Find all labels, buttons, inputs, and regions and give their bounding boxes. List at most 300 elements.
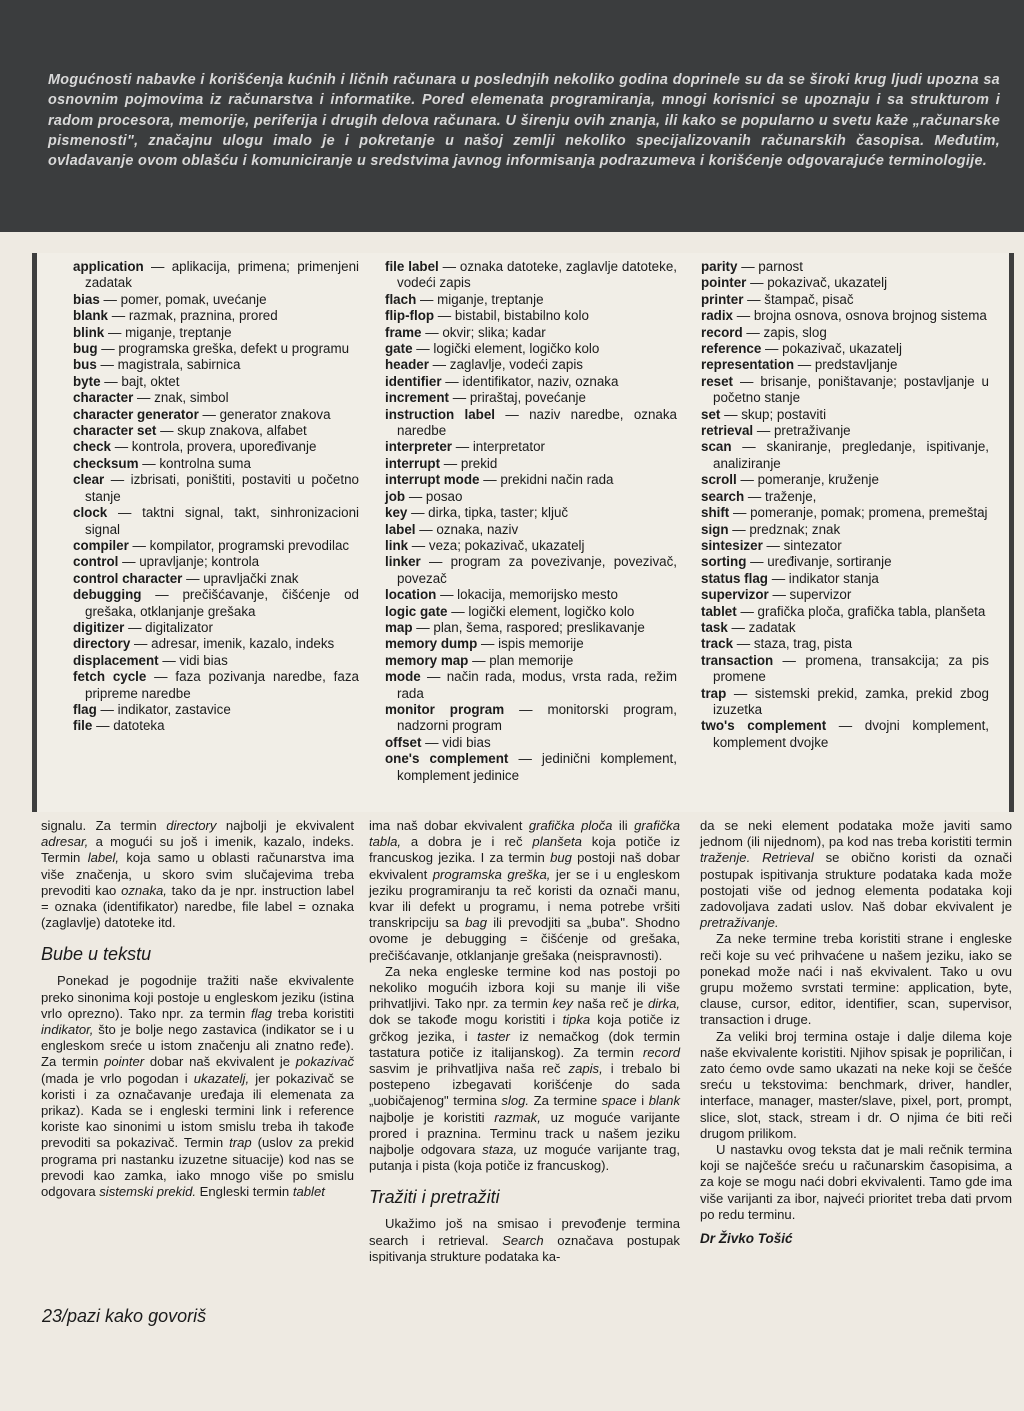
- glossary-term: radix: [701, 308, 734, 324]
- glossary-entry: [385, 259, 677, 292]
- glossary-term: sintesizer: [701, 537, 763, 553]
- glossary-entry: [73, 308, 359, 324]
- glossary-definition: — razmak, praznina, prored: [107, 308, 278, 324]
- glossary-entry: [385, 587, 677, 603]
- glossary-entry: [701, 275, 989, 291]
- glossary-term: trap: [701, 685, 727, 701]
- glossary-term: job: [385, 488, 406, 504]
- glossary-term: set: [701, 406, 721, 422]
- italic-term: bag: [465, 915, 487, 931]
- glossary-definition: — dirka, tipka, taster; ključ: [407, 505, 569, 521]
- glossary-entry: [385, 653, 677, 669]
- glossary-term: status flag: [701, 570, 768, 586]
- glossary-entry: [701, 423, 989, 439]
- glossary-term: control: [73, 554, 119, 570]
- glossary-entry: [385, 604, 677, 620]
- glossary-definition: — indikator, zastavice: [96, 701, 231, 717]
- italic-term: traženje.: [700, 850, 751, 866]
- glossary-definition: — izbrisati, poništiti, postaviti u početno stanje: [85, 472, 359, 504]
- text-run: najbolje je koristiti: [369, 1109, 495, 1125]
- glossary-entry: [385, 538, 677, 554]
- glossary-definition: — parnost: [737, 259, 803, 274]
- text-run: sasvim je prihvatljiva naša reč: [369, 1061, 569, 1077]
- glossary-definition: — traženje,: [744, 488, 817, 504]
- glossary-term: check: [73, 439, 111, 455]
- glossary-definition: — logički element, logičko kolo: [447, 603, 635, 619]
- glossary-entry: [701, 308, 989, 324]
- glossary-definition: — upravljački znak: [182, 570, 299, 586]
- glossary-definition: — kontrola, provera, upoređivanje: [110, 439, 317, 455]
- text-run: iz nemačkog (dok termin tastatura potiče iz italijanskog). Za termin: [369, 1028, 680, 1060]
- italic-term: flag: [250, 1005, 273, 1021]
- glossary-entry: [385, 505, 677, 521]
- glossary-box: [32, 253, 1014, 812]
- italic-term: ukazatelj,: [193, 1070, 250, 1086]
- text-run: tako da je npr. instruction label = oznaka (identifikator) naredbe, file label = oznaka (zaglavlje) datoteke itd.: [41, 882, 354, 931]
- glossary-term: frame: [385, 324, 422, 340]
- glossary-definition: — priraštaj, povećanje: [449, 390, 586, 406]
- glossary-term: supervizor: [701, 587, 769, 603]
- article-paragraph: [700, 1142, 1012, 1223]
- glossary-definition: — lokacija, memorijsko mesto: [436, 587, 618, 603]
- italic-term: bug: [550, 850, 572, 866]
- article-paragraph: [369, 1216, 680, 1265]
- glossary-entry: [73, 259, 359, 292]
- glossary-term: flag: [73, 701, 97, 717]
- glossary-entry: [385, 620, 677, 636]
- glossary-entry: [73, 341, 359, 357]
- glossary-definition: — brisanje, poništavanje; postavljanje u početno stanje: [713, 373, 989, 406]
- glossary-definition: — faza pozivanja naredbe, faza pripreme naredbe: [85, 669, 359, 701]
- glossary-definition: — miganje, treptanje: [416, 291, 544, 307]
- italic-term: programska greška,: [432, 866, 551, 882]
- text-run: uz moguće varijante prored i praznina. Terminu track u našem jeziku najbolje odgovara: [369, 1109, 680, 1158]
- article-column-3: [700, 818, 1012, 1247]
- glossary-definition: — generator znakova: [198, 406, 331, 422]
- glossary-definition: — posao: [405, 488, 463, 504]
- glossary-definition: — okvir; slika; kadar: [421, 324, 546, 340]
- text-run: dok se takođe mogu koristiti i: [369, 1012, 563, 1028]
- glossary-definition: — pomeranje, kruženje: [736, 472, 879, 488]
- glossary-definition: — adresar, imenik, kazalo, indeks: [130, 636, 335, 652]
- glossary-term: parity: [701, 259, 738, 274]
- glossary-term: sign: [701, 521, 729, 537]
- glossary-entry: [73, 554, 359, 570]
- glossary-term: clock: [73, 505, 108, 521]
- glossary-term: application: [73, 259, 144, 274]
- glossary-definition: — skaniranje, pregledanje, ispitivanje, analiziranje: [713, 439, 989, 471]
- text-run: Ponekad je pogodnije tražiti naše ekvivalente preko sinonima koji postoje u engleskom jeziku (istina vrlo oprezno). Tako npr. za termin: [41, 973, 354, 1021]
- glossary-definition: — sintezator: [762, 537, 842, 553]
- glossary-definition: — interpretator: [451, 439, 546, 455]
- glossary-term: file: [73, 718, 93, 734]
- glossary-term: task: [701, 619, 728, 635]
- glossary-definition: — vidi bias: [158, 652, 228, 668]
- italic-term: blank: [648, 1093, 680, 1109]
- italic-term: planšeta: [532, 834, 582, 850]
- article-paragraph: [41, 818, 354, 931]
- glossary-term: checksum: [73, 455, 139, 471]
- text-run: koja potiče iz francuskog jezika. I za termin: [369, 834, 680, 866]
- glossary-entry: [701, 636, 989, 652]
- text-run: koja potiče iz grčkog jezika, i: [369, 1012, 680, 1044]
- glossary-definition: — brojna osnova, osnova brojnog sistema: [733, 308, 987, 324]
- text-run: i: [636, 1093, 649, 1109]
- glossary-entry: [73, 390, 359, 406]
- glossary-entry: [73, 653, 359, 669]
- glossary-term: reset: [701, 373, 734, 389]
- glossary-column-1: [73, 259, 359, 735]
- glossary-definition: — supervizor: [768, 587, 852, 603]
- glossary-term: retrieval: [701, 423, 754, 439]
- text-run: što je bolje nego zastavica (indikator se i u engleskom sreće u istom značenju ali znatno ređe). Za termin: [41, 1022, 354, 1070]
- italic-term: Retrieval: [762, 850, 814, 866]
- glossary-entry: [701, 620, 989, 636]
- glossary-term: byte: [73, 373, 101, 389]
- glossary-term: memory dump: [385, 636, 478, 652]
- glossary-term: blank: [73, 308, 108, 324]
- glossary-entry: [701, 292, 989, 308]
- text-run: (mada je vrlo pogodan i: [41, 1070, 194, 1086]
- glossary-definition: — promena, transakcija; za pis promene: [713, 652, 989, 685]
- intro-banner: [0, 0, 1024, 232]
- glossary-term: directory: [73, 636, 131, 652]
- italic-term: oznaka,: [121, 882, 167, 898]
- glossary-definition: — plan memorije: [468, 652, 574, 668]
- glossary-definition: — vidi bias: [421, 734, 491, 750]
- glossary-definition: — skup; postaviti: [720, 406, 827, 422]
- glossary-definition: — taktni signal, takt, sinhronizacioni signal: [85, 505, 359, 537]
- italic-term: record: [642, 1044, 680, 1060]
- glossary-entry: [385, 439, 677, 455]
- glossary-term: compiler: [73, 537, 129, 553]
- glossary-definition: — prečišćavanje, čišćenje od grešaka, otklanjanje grešaka: [85, 587, 359, 619]
- text-run: [750, 850, 762, 865]
- glossary-term: monitor program: [385, 701, 505, 717]
- glossary-definition: — identifikator, naziv, oznaka: [441, 373, 619, 389]
- italic-term: indikator,: [41, 1022, 94, 1038]
- text-run: koja samo u oblasti računarstva ima više značenja, u skoro svim slučajevima treba prevoditi kao: [41, 850, 354, 898]
- italic-term: Search: [502, 1232, 544, 1248]
- glossary-term: two's complement: [701, 718, 827, 734]
- glossary-definition: — pomeranje, pomak; promena, premeštaj: [729, 505, 988, 521]
- glossary-term: character set: [73, 423, 157, 439]
- glossary-column-2: [385, 259, 677, 784]
- glossary-term: digitizer: [73, 619, 125, 635]
- glossary-entry: [385, 636, 677, 652]
- glossary-entry: [385, 325, 677, 341]
- glossary-entry: [73, 718, 359, 734]
- italic-term: grafička ploča: [528, 818, 613, 833]
- glossary-term: interpreter: [385, 439, 452, 455]
- article-column-1: [41, 818, 354, 1200]
- glossary-definition: — kontrolna suma: [138, 455, 251, 471]
- text-run: Za termine: [529, 1093, 602, 1109]
- text-run: Ukažimo još na smisao i prevođenje termina search i retrieval.: [369, 1216, 680, 1248]
- glossary-term: interrupt mode: [385, 472, 480, 488]
- glossary-entry: [73, 423, 359, 439]
- glossary-entry: [385, 522, 677, 538]
- glossary-term: scroll: [701, 472, 737, 488]
- glossary-term: flip-flop: [385, 308, 435, 324]
- glossary-definition: — uređivanje, sortiranje: [746, 554, 892, 570]
- glossary-definition: — zadatak: [727, 619, 796, 635]
- text-run: dobar naš ekvivalent je: [144, 1054, 296, 1070]
- glossary-definition: — predznak; znak: [728, 521, 841, 537]
- italic-term: tipka: [562, 1012, 591, 1028]
- glossary-definition: — magistrala, sabirnica: [96, 357, 241, 373]
- glossary-entry: [385, 308, 677, 324]
- glossary-column-3: [701, 259, 989, 751]
- glossary-term: debugging: [73, 587, 142, 603]
- text-run: uz moguće varijante trag, putanja i pista (koja potiče iz francuskog).: [369, 1142, 681, 1174]
- glossary-term: control character: [73, 570, 183, 586]
- glossary-entry: [385, 702, 677, 735]
- glossary-entry: [73, 456, 359, 472]
- glossary-entry: [701, 554, 989, 570]
- glossary-definition: — dvojni komplement, komplement dvojke: [713, 718, 990, 750]
- italic-term: adresar,: [41, 834, 89, 850]
- glossary-definition: — bistabil, bistabilno kolo: [434, 308, 589, 324]
- glossary-definition: — pomer, pomak, uvećanje: [99, 291, 267, 307]
- glossary-entry: [73, 357, 359, 373]
- article-paragraph: [700, 931, 1012, 1028]
- glossary-entry: [701, 472, 989, 488]
- text-run: U nastavku ovog teksta dat je mali rečnik termina koji se najčešće sreću u računarskim časopisima, a za koje se mogu naći dobri ekvivalenti. Tamo gde ima više varijanti za ibor, najveći prioritet treba dati prvom po redu terminu.: [700, 1142, 1012, 1222]
- glossary-entry: [73, 374, 359, 390]
- text-run: najbolji je ekvivalent: [216, 818, 354, 833]
- glossary-term: link: [385, 537, 409, 553]
- glossary-term: bias: [73, 291, 100, 307]
- glossary-definition: — kompilator, programski prevodilac: [128, 537, 350, 553]
- glossary-term: character generator: [73, 406, 199, 422]
- glossary-entry: [701, 374, 989, 407]
- glossary-definition: — ispis memorije: [477, 636, 584, 652]
- glossary-term: sorting: [701, 554, 747, 570]
- glossary-term: key: [385, 505, 408, 521]
- glossary-definition: — veza; pokazivač, ukazatelj: [408, 537, 585, 553]
- glossary-definition: — logički element, logičko kolo: [412, 341, 600, 357]
- glossary-definition: — grafička ploča, grafička tabla, planšeta: [736, 603, 986, 619]
- glossary-term: shift: [701, 505, 730, 521]
- glossary-definition: — monitorski program, nadzorni program: [397, 701, 678, 734]
- glossary-term: search: [701, 488, 745, 504]
- glossary-definition: — predstavljanje: [794, 357, 898, 373]
- glossary-definition: — oznaka, naziv: [415, 521, 519, 537]
- article-paragraph: [369, 818, 680, 964]
- glossary-term: bug: [73, 341, 98, 357]
- glossary-entry: [385, 751, 677, 784]
- glossary-term: label: [385, 521, 416, 537]
- glossary-term: fetch cycle: [73, 669, 147, 685]
- glossary-definition: — aplikacija, primena; primenjeni zadatak: [85, 259, 359, 291]
- page-footer: 23/pazi kako govoriš: [42, 1306, 207, 1326]
- glossary-definition: — štampač, pisač: [743, 291, 854, 307]
- glossary-term: printer: [701, 291, 744, 307]
- glossary-term: map: [385, 619, 413, 635]
- glossary-definition: — staza, trag, pista: [733, 636, 853, 652]
- glossary-entry: [701, 259, 989, 275]
- glossary-entry: [701, 686, 989, 719]
- italic-term: razmak,: [494, 1109, 541, 1125]
- text-run: ima naš dobar ekvivalent: [369, 818, 529, 833]
- text-run: signalu. Za termin: [41, 818, 167, 833]
- italic-term: dirka,: [647, 996, 680, 1012]
- glossary-entry: [73, 292, 359, 308]
- italic-term: grafička tabla,: [369, 818, 680, 850]
- glossary-entry: [701, 489, 989, 505]
- italic-term: pretraživanje.: [700, 915, 779, 931]
- glossary-definition: — indikator stanja: [767, 570, 879, 586]
- glossary-entry: [385, 456, 677, 472]
- glossary-term: track: [701, 636, 734, 652]
- italic-term: key: [552, 996, 573, 1012]
- glossary-entry: [701, 718, 989, 751]
- article-paragraph: [369, 964, 680, 1175]
- article-paragraph: [700, 1029, 1012, 1142]
- glossary-entry: [701, 407, 989, 423]
- text-run: Za neka engleske termine kod nas postoji po nekoliko mogućih izbora koji su manje ili više prihvatljivi. Tako npr. za termin: [369, 963, 680, 1012]
- glossary-definition: — datoteka: [92, 718, 165, 734]
- glossary-term: offset: [385, 734, 422, 750]
- glossary-term: character: [73, 390, 134, 406]
- glossary-entry: [385, 357, 677, 373]
- glossary-entry: [73, 669, 359, 702]
- glossary-entry: [385, 735, 677, 751]
- glossary-term: pointer: [701, 275, 747, 291]
- glossary-term: gate: [385, 341, 413, 357]
- glossary-entry: [73, 472, 359, 505]
- glossary-term: transaction: [701, 652, 774, 668]
- glossary-entry: [701, 522, 989, 538]
- text-run: se obično koristi da označi postupak ispitivanja strukture podataka kada može postojati više od jednog elementa podataka koji zadovoljava zadati uslov. Naš dobar ekvivalent je: [700, 850, 1012, 915]
- italic-term: pokazivač: [295, 1054, 354, 1070]
- italic-term: space: [601, 1093, 637, 1109]
- glossary-term: blink: [73, 324, 105, 340]
- glossary-definition: — bajt, oktet: [100, 373, 180, 389]
- glossary-term: location: [385, 587, 437, 603]
- italic-term: directory: [166, 818, 217, 833]
- glossary-entry: [385, 341, 677, 357]
- glossary-definition: — znak, simbol: [133, 390, 229, 406]
- glossary-definition: — program za povezivanje, povezivač, povezač: [397, 554, 677, 586]
- glossary-definition: — miganje, treptanje: [104, 324, 232, 340]
- glossary-entry: [73, 636, 359, 652]
- glossary-term: record: [701, 324, 743, 340]
- glossary-definition: — sistemski prekid, zamka, prekid zbog izuzetka: [713, 685, 989, 717]
- italic-term: staza,: [482, 1142, 518, 1158]
- section-heading-traziti: Tražiti i pretražiti: [369, 1187, 500, 1208]
- glossary-entry: [701, 341, 989, 357]
- text-run: Engleski termin: [196, 1184, 293, 1200]
- article-column-2: [369, 818, 680, 1265]
- glossary-entry: [701, 571, 989, 587]
- article-paragraph: [700, 818, 1012, 931]
- italic-term: sistemski prekid.: [99, 1184, 197, 1200]
- glossary-entry: [73, 587, 359, 620]
- glossary-entry: [73, 538, 359, 554]
- glossary-term: file label: [385, 259, 439, 274]
- glossary-term: scan: [701, 439, 732, 455]
- glossary-entry: [73, 620, 359, 636]
- glossary-term: flach: [385, 291, 417, 307]
- glossary-term: logic gate: [385, 603, 448, 619]
- glossary-term: mode: [385, 669, 421, 685]
- glossary-entry: [385, 669, 677, 702]
- italic-term: zapis,: [568, 1061, 603, 1077]
- glossary-entry: [701, 357, 989, 373]
- glossary-term: reference: [701, 341, 762, 357]
- glossary-definition: — programska greška, defekt u programu: [97, 341, 350, 357]
- italic-term: label,: [87, 850, 119, 866]
- glossary-entry: [73, 439, 359, 455]
- glossary-entry: [385, 489, 677, 505]
- glossary-definition: — digitalizator: [124, 619, 213, 635]
- glossary-entry: [701, 587, 989, 603]
- glossary-term: header: [385, 357, 429, 373]
- glossary-entry: [73, 702, 359, 718]
- italic-term: tablet: [292, 1184, 325, 1200]
- glossary-entry: [701, 439, 989, 472]
- glossary-definition: — pokazivač, ukazatelj: [761, 341, 902, 357]
- glossary-definition: — pokazivač, ukazatelj: [746, 275, 888, 291]
- glossary-term: instruction label: [385, 406, 496, 422]
- text-run: (uslov za prekid programa pri nastanku izuzetne situacije) kod nas se prevodi kao zamka, iako mnogo više po smislu odgovara: [41, 1135, 354, 1200]
- glossary-entry: [701, 325, 989, 341]
- glossary-entry: [73, 571, 359, 587]
- glossary-definition: — prekid: [440, 455, 498, 471]
- glossary-definition: — oznaka datoteke, zaglavlje datoteke, vodeći zapis: [397, 259, 677, 291]
- glossary-entry: [385, 407, 677, 440]
- glossary-term: tablet: [701, 603, 737, 619]
- glossary-definition: — zaglavlje, vodeći zapis: [428, 357, 583, 373]
- text-run: i trebalo bi postepeno izbegavati korišćenje do sada „uobičajenog" termina: [369, 1061, 680, 1109]
- glossary-definition: — pretraživanje: [753, 423, 851, 439]
- section-heading-bube: Bube u tekstu: [41, 944, 152, 965]
- glossary-definition: — naziv naredbe, oznaka naredbe: [397, 406, 678, 439]
- glossary-term: displacement: [73, 652, 159, 668]
- glossary-term: bus: [73, 357, 97, 373]
- glossary-term: interrupt: [385, 455, 441, 471]
- glossary-entry: [701, 538, 989, 554]
- glossary-entry: [73, 407, 359, 423]
- glossary-term: clear: [73, 472, 105, 488]
- glossary-definition: — plan, šema, raspored; preslikavanje: [412, 619, 645, 635]
- italic-term: pointer: [104, 1054, 145, 1070]
- glossary-term: linker: [385, 554, 421, 570]
- text-run: jer pokazivač se koristi i za označavanje uređaja ili elemenata za prikaz). Kada se i engleski termini link i reference koriste kao sinonimi u istom smislu treba ih takođe prevoditi sa pokazivač. Termin: [41, 1070, 354, 1151]
- glossary-term: memory map: [385, 652, 469, 668]
- glossary-entry: [73, 505, 359, 538]
- text-run: da se neki element podataka može javiti samo jednom (ili nijednom), pa kod nas treba koristiti termin: [700, 818, 1012, 850]
- glossary-term: increment: [385, 390, 449, 406]
- author-signature: Dr Živko Tošić: [700, 1231, 793, 1247]
- glossary-definition: — skup znakova, alfabet: [156, 423, 307, 439]
- glossary-entry: [701, 505, 989, 521]
- text-run: a dobra je i reč: [401, 834, 533, 850]
- italic-term: slog.: [501, 1093, 530, 1109]
- glossary-entry: [701, 604, 989, 620]
- text-run: Za veliki broj termina ostaje i dalje dilema koje naše ekvivalente koristiti. Njihov spisak je popriličan, i zato ćemo ovde samo ukazati na neke koji se češće sreću u tekstovima: benchmark, driver, handler, interface, manager, master/slave, pixel, port, prompt, slice, slot, stack, stream i dr. O njima će biti reči drugom prilikom.: [700, 1028, 1012, 1141]
- glossary-term: identifier: [385, 373, 442, 389]
- glossary-definition: — upravljanje; kontrola: [118, 554, 260, 570]
- text-run: treba koristiti: [272, 1005, 354, 1021]
- text-run: ili: [612, 818, 635, 833]
- text-run: ili prevodjiti sa „buba". Shodno ovome je debugging = čišćenje od grešaka, prečišćavanje, otklanjanje grešaka (neispravnosti).: [369, 915, 680, 963]
- intro-paragraph: Mogućnosti nabavke i korišćenja kućnih i ličnih računara u poslednjih nekoliko godina doprinele su da se široki krug ljudi upozna sa osnovnim pojmovima iz računarstva i informatike. Pored elemenata programiranja, mnogi korisnici se upoznaju i sa strukturom i radom procesora, memorije, periferija i drugih delova računara. U širenju ovih znanja, ili kako se popularno u svetu kaže „računarske pismenosti", značajnu ulogu imalo je i pokretanje u našoj zemlji nekoliko specijalizovanih računarskih časopisa. Međutim, ovladavanje ovom oblašću i komuniciranje u sredstvima javnog informisanja podrazumeva i korišćenje odgovarajuće terminologije.: [48, 72, 1000, 170]
- text-run: jer se i u engleskom jeziku programiranju ta reč koristi da označi manu, kvar ili defekt u programu, i nema potrebe vršiti transkripciju sa: [369, 866, 680, 931]
- glossary-entry: [701, 653, 989, 686]
